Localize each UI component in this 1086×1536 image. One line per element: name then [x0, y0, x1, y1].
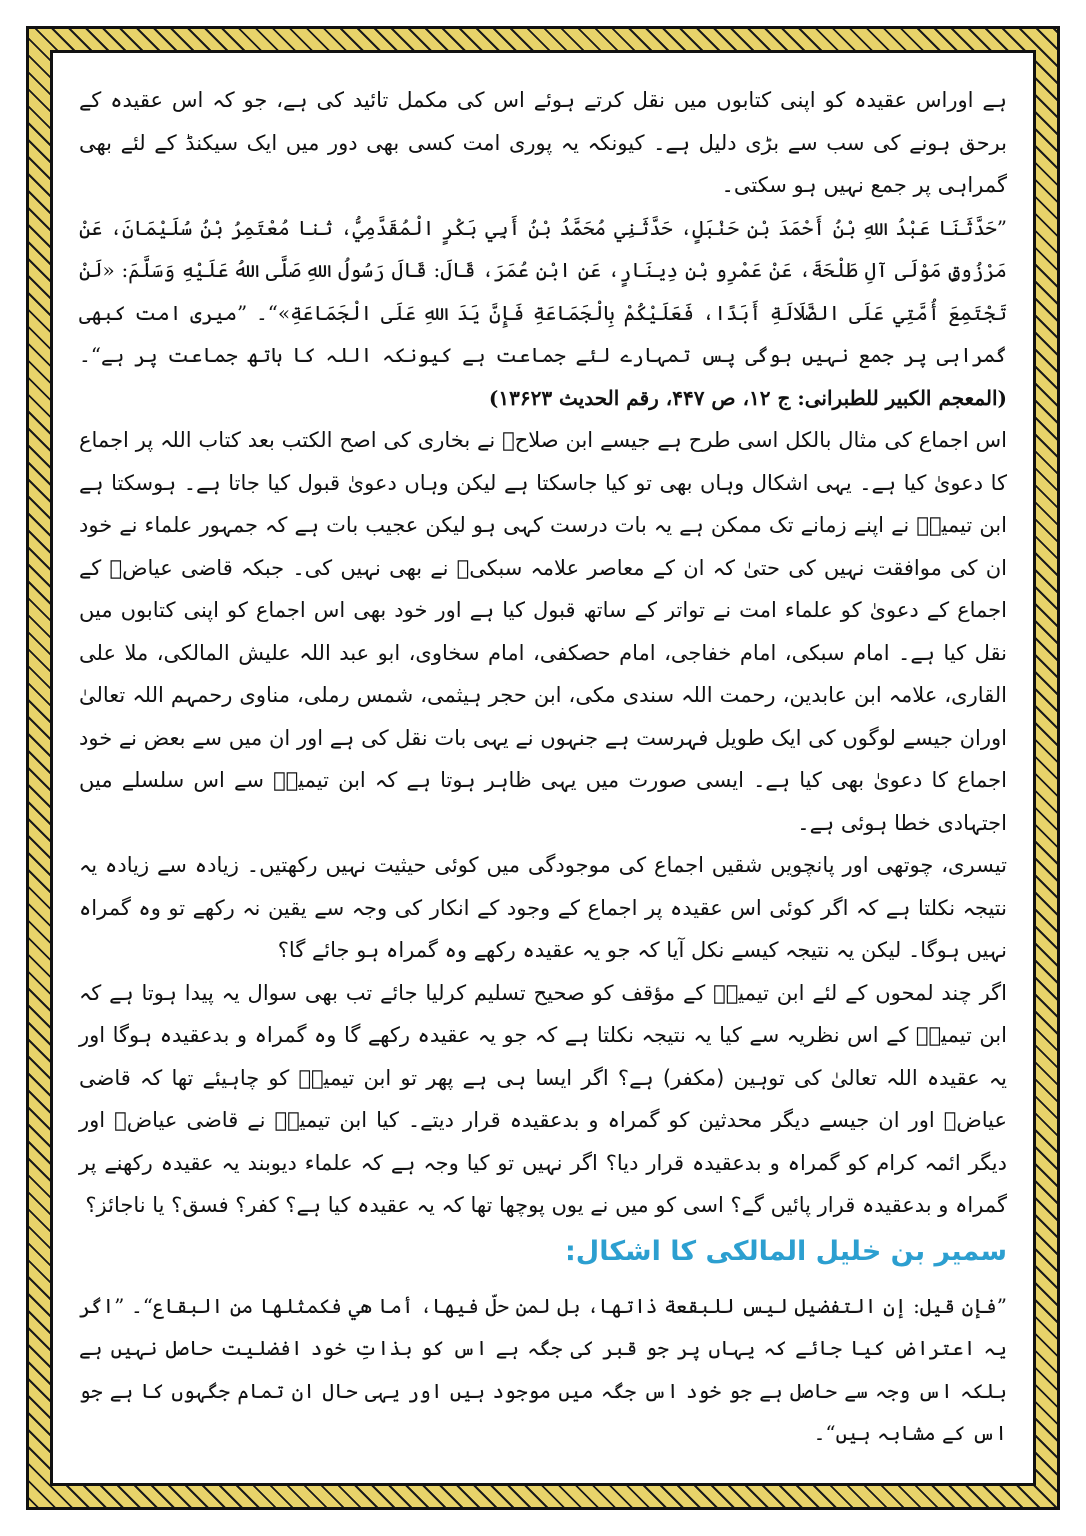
hadith-text: ”حَدَّثَنَا عَبْدُ اللهِ بْنُ أَحْمَدَ بْنِ حَنْبَلٍ، حَدَّثَنِي مُحَمَّدُ بْنُ أَبِي بَكْرٍ الْمُقَدَّمِيُّ، ثنا مُعْتَمِرُ بْنُ سُلَيْمَانَ، عَنْ مَرْزُوقٍ مَوْلَى آلِ طَلْحَةَ، عَنْ عَمْرِو بْنِ دِينَارٍ، عَنِ ابْنِ عُمَرَ، قَالَ: قَالَ رَسُولُ اللهِ صَلَّى اللهُ عَلَيْهِ وَسَلَّمَ: «لَنْ تَجْتَمِعَ أُمَّتِي عَلَى الضَّلَالَةِ أَبَدًا، فَعَلَيْكُمْ بِالْجَمَاعَةِ فَإِنَّ يَدَ اللهِ عَلَى الْجَمَاعَةِ»“۔ ”میری امت کبھی گمراہی پر جمع نہیں ہوگی پس تمہارے لئے جماعت ہے کیونکہ اللہ کا ہاتھ جماعت پر ہے“۔: [79, 215, 1007, 367]
paragraph-6: ”فإن قيل: إن التفضيل ليس للبقعة ذاتها، بل لمن حلّ فيها، أما هي فكمثلها من البقاع“۔ ”اگر یہ اعتراض کیا جائے کہ یہاں پر جو قبر کی جگہ ہے اس کو بذاتِ خود افضلیت حاصل نہیں ہے بلکہ اس وجہ سے حاصل ہے جو خود اس جگہ میں موجود ہیں اور یہی حال ان تمام جگہوں کا ہے جو اس کے مشابہ ہیں“۔: [79, 1293, 1007, 1445]
paragraph-4: تیسری، چوتھی اور پانچویں شقیں اجماع کی موجودگی میں کوئی حیثیت نہیں رکھتیں۔ زیادہ سے زیادہ یہ نتیجہ نکلتا ہے کہ اگر کوئی اس عقیدہ پر اجماع کے وجود کے انکار کی وجہ سے یقین نہ رکھے تو وہ گمراہ نہیں ہوگا۔ لیکن یہ نتیجہ کیسے نکل آیا کہ جو یہ عقیدہ رکھے وہ گمراہ ہو جائے گا؟: [79, 853, 1007, 962]
paragraph-3: اس اجماع کی مثال بالکل اسی طرح ہے جیسے ابن صلاحؒ نے بخاری کی اصح الکتب بعد کتاب اللہ پر اجماع کا دعویٰ کیا ہے۔ یہی اشکال وہاں بھی تو کیا جاسکتا ہے لیکن وہاں دعویٰ قبول کیا جاتا ہے۔ ہوسکتا ہے ابن تیمیہؒ نے اپنے زمانے تک ممکن ہے یہ بات درست کہی ہو لیکن عجیب بات ہے کہ جمہور علماء نے خود ان کی موافقت نہیں کی حتیٰ کہ ان کے معاصر علامہ سبکیؒ نے بھی نہیں کی۔ جبکہ قاضی عیاضؒ کے اجماع کے دعویٰ کو علماء امت نے تواتر کے ساتھ قبول کیا ہے اور خود بھی اس اجماع کو اپنی کتابوں میں نقل کیا ہے۔ امام سبکی، امام خفاجی، امام حصکفی، امام سخاوی، ابو عبد اللہ علیش المالکی، ملا علی القاری، علامہ ابن عابدین، رحمت اللہ سندی مکی، ابن حجر ہیثمی، شمس رملی، مناوی رحمہم اللہ تعالیٰ اوران جیسے لوگوں کی ایک طویل فہرست ہے جنہوں نے یہی بات نقل کی ہے اور ان میں سے بعض نے خود اجماع کا دعویٰ بھی کیا ہے۔ ایسی صورت میں یہی ظاہر ہوتا ہے کہ ابن تیمیہؒ سے اس سلسلے میں اجتہادی خطا ہوئی ہے۔: [79, 428, 1007, 835]
hadith-citation: (المعجم الکبیر للطبرانی: ج ۱۲، ص ۴۴۷، رقم الحدیث ۱۳۶۲۳): [488, 385, 1007, 410]
paragraph-1: ہے اوراس عقیدہ کو اپنی کتابوں میں نقل کرتے ہوئے اس کی مکمل تائید کی ہے، جو کہ اس عقیدہ کے برحق ہونے کی سب سے بڑی دلیل ہے۔ کیونکہ یہ پوری امت کسی بھی دور میں ایک سیکنڈ کے لئے بھی گمراہی پر جمع نہیں ہو سکتی۔: [79, 88, 1007, 197]
page-content: [50, 50, 1036, 1486]
hadith-paragraph: [79, 207, 1007, 420]
section-heading: سمیر بن خلیل المالکی کا اشکال:: [564, 1235, 1007, 1267]
paragraph-5: اگر چند لمحوں کے لئے ابن تیمیہؒ کے مؤقف کو صحیح تسلیم کرلیا جائے تب بھی سوال یہ پیدا ہوتا ہے کہ ابن تیمیہؒ کے اس نظریہ سے کیا یہ نتیجہ نکلتا ہے کہ جو یہ عقیدہ رکھے گا وہ گمراہ و بدعقیدہ ہوگا اور یہ عقیدہ اللہ تعالیٰ کی توہین (مکفر) ہے؟ اگر ایسا ہی ہے پھر تو ابن تیمیہؒ کو چاہیئے تھا کہ قاضی عیاضؒ اور ان جیسے دیگر محدثین کو گمراہ و بدعقیدہ قرار دیتے۔ کیا ابن تیمیہؒ نے قاضی عیاضؒ اور دیگر ائمہ کرام کو گمراہ و بدعقیدہ قرار دیا؟ اگر نہیں تو کیا وجہ ہے کہ علماء دیوبند یہ عقیدہ رکھنے پر گمراہ و بدعقیدہ قرار پائیں گے؟ اسی کو میں نے یوں پوچھا تھا کہ یہ عقیدہ کیا ہے؟ کفر؟ فسق؟ یا ناجائز؟: [79, 980, 1007, 1217]
